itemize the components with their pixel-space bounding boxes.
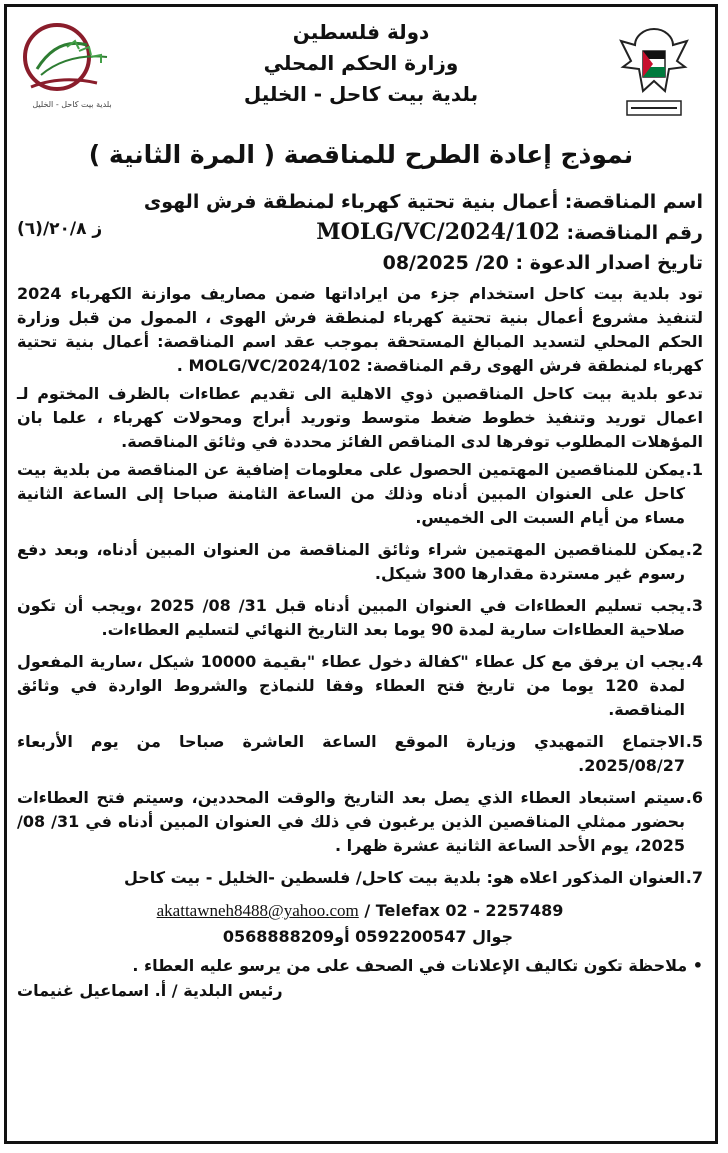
list-item xyxy=(17,650,703,722)
ministry-name: وزارة الحكم المحلي xyxy=(263,51,459,75)
list-item xyxy=(17,458,703,530)
tender-number-label: رقم المناقصة: xyxy=(566,222,703,244)
telefax: / Telefax 02 - 2257489 xyxy=(364,901,564,920)
intro-paragraph: تود بلدية بيت كاحل استخدام جزء من ايراداتها ضمن مصاريف موازنة الكهرباء 2024 لتنفيذ مشروع أعمال بنية تحتية كهرباء لمنطقة فرش الهوى ، الممول من قبل وزارة الحكم المحلي لتسديد المبالغ المستحقة بموجب عقد اسم المناقصة: أعمال بنية تحتية كهرباء لمنطقة فرش الهوى رقم المناقصة: MOLG/VC/2024/102 . xyxy=(17,284,703,375)
item-text: سيتم استبعاد العطاء الذي يصل بعد التاريخ والوقت المحددين، وسيتم فتح العطاءات بحضور ممثلي المناقصين الذين يرغبون في ذلك في العنوان المبين أدناه في 31/ 08/ 2025، يوم الأحد الساعة الثانية عشرة ظهرا . xyxy=(17,788,685,855)
municipality-name: بلدية بيت كاحل - الخليل xyxy=(243,82,479,106)
list-item xyxy=(17,594,703,642)
signature: رئيس البلدية / أ. اسماعيل غنيمات xyxy=(17,981,283,1000)
item-number: 6. xyxy=(685,788,703,807)
note: • ملاحظة تكون تكاليف الإعلانات في الصحف على من يرسو عليه العطاء . xyxy=(132,956,703,975)
issue-date: تاريخ اصدار الدعوة : 20/ 08/2025 xyxy=(382,252,703,274)
item-text: يمكن للمناقصين المهتمين شراء وثائق المناقصة من العنوان المبين أدناه، وبعد دفع رسوم غير مستردة مقدارها 300 شيكل. xyxy=(17,540,685,583)
tender-number-line xyxy=(17,217,703,248)
item-text: العنوان المذكور اعلاه هو: بلدية بيت كاحل/ فلسطين -الخليل - بيت كاحل xyxy=(123,868,685,887)
list-item xyxy=(17,866,703,890)
palestine-emblem-icon xyxy=(613,21,695,121)
item-number: 1. xyxy=(685,460,703,479)
state-name: دولة فلسطين xyxy=(292,20,430,44)
item-number: 3. xyxy=(685,596,703,615)
list-item xyxy=(17,538,703,586)
tender-notice-page xyxy=(4,4,718,1144)
header xyxy=(7,7,715,142)
mobile-numbers: جوال 0592200547 أو0568888209 xyxy=(222,927,513,946)
email-link[interactable]: akattawneh8488@yahoo.com xyxy=(156,901,359,920)
conditions-list xyxy=(17,458,703,890)
list-item xyxy=(17,730,703,778)
tender-meta xyxy=(17,187,703,278)
item-text: يجب ان يرفق مع كل عطاء "كفالة دخول عطاء "بقيمة 10000 شيكل ،سارية المفعول لمدة 120 يوما من تاريخ فتح العطاء وفقا للنماذج والشروط الواردة في وثائق المناقصة. xyxy=(17,652,686,719)
item-text: يجب تسليم العطاءات في العنوان المبين أدناه قبل 31/ 08/ 2025 ،ويجب أن تكون صلاحية العطاءات سارية لمدة 90 يوما بعد التاريخ النهائي لتسليم العطاءات. xyxy=(17,596,685,639)
logo-caption: بلدية بيت كاحل - الخليل xyxy=(32,100,112,109)
tender-name: اسم المناقصة: أعمال بنية تحتية كهرباء لمنطقة فرش الهوى xyxy=(143,191,703,213)
item-text: يمكن للمناقصين المهتمين الحصول على معلومات إضافية عن المناقصة من بلدية بيت كاحل على العنوان المبين أدناه وذلك من الساعة الثامنة صباحا إلى الساعة الثانية مساء من أيام السبت الى الخميس. xyxy=(17,460,685,527)
invitation-paragraph: تدعو بلدية بيت كاحل المناقصين ذوي الاهلية الى تقديم عطاءات بالظرف المختوم لـ اعمال توريد وتنفيذ خطوط ضغط متوسط وتوريد أبراج ومحولات كهرباء ، علما بان المؤهلات المطلوب توفرها لدى المناقص الفائز محددة في وثائق المناقصة. xyxy=(17,384,703,451)
municipality-logo-icon xyxy=(17,17,127,117)
item-number: 2. xyxy=(685,540,703,559)
reference-code: ز ٢٠/٨/(٦) xyxy=(17,219,103,239)
contact-block xyxy=(17,898,703,950)
item-number: 7. xyxy=(685,868,703,887)
notice-title: نموذج إعادة الطرح للمناقصة ( المرة الثانية ) xyxy=(88,140,634,169)
email-line xyxy=(17,898,703,924)
tender-number: MOLG/VC/2024/102 xyxy=(316,219,560,245)
notice-body xyxy=(17,187,703,1000)
item-text: الاجتماع التمهيدي وزيارة الموقع الساعة العاشرة صباحا من يوم الأربعاء 2025/08/27. xyxy=(17,732,685,775)
item-number: 5. xyxy=(685,732,703,751)
item-number: 4. xyxy=(685,652,703,671)
list-item xyxy=(17,786,703,858)
